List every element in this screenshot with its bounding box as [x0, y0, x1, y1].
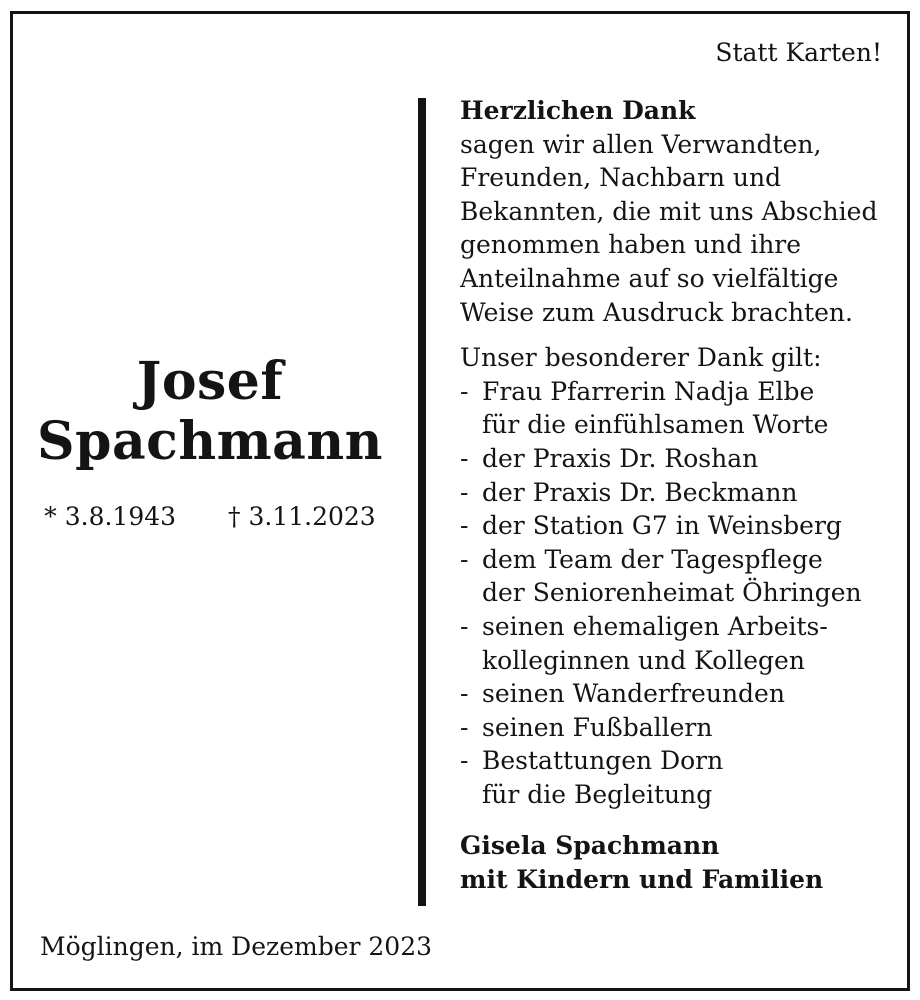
- list-item-text: der Praxis Dr. Roshan: [482, 443, 759, 473]
- list-item-continuation: kolleginnen und Kollegen: [482, 645, 805, 675]
- list-item-text: Bestattungen Dorn: [482, 746, 724, 776]
- list-dash: -: [460, 611, 469, 641]
- list-item-text: dem Team der Tagespflege: [482, 544, 823, 574]
- list-item: [460, 442, 905, 476]
- list-item: [460, 677, 905, 711]
- list-item-text: seinen Wanderfreunden: [482, 679, 785, 709]
- first-name: Josef: [136, 351, 284, 412]
- list-dash: -: [460, 746, 469, 776]
- list-dash: -: [460, 376, 469, 406]
- list-item: [460, 711, 905, 745]
- birth-date: * 3.8.1943: [44, 502, 177, 531]
- list-item-continuation: für die einfühlsamen Worte: [482, 410, 829, 440]
- list-item-text: Frau Pfarrerin Nadja Elbe: [482, 376, 815, 406]
- list-item-text: der Praxis Dr. Beckmann: [482, 477, 798, 507]
- death-date: † 3.11.2023: [228, 502, 376, 531]
- list-item: [460, 610, 905, 644]
- place-date: Möglingen, im Dezember 2023: [40, 932, 433, 961]
- header-note: Statt Karten!: [715, 38, 882, 67]
- life-dates: [0, 502, 420, 532]
- list-item: [460, 509, 905, 543]
- list-dash: -: [460, 712, 469, 742]
- thanks-line: genommen haben und ihre: [460, 230, 802, 260]
- thanks-line: Weise zum Ausdruck brachten.: [460, 297, 853, 327]
- signature-family: mit Kindern und Familien: [460, 865, 824, 895]
- list-item-text: seinen Fußballern: [482, 712, 713, 742]
- thanks-line: Bekannten, die mit uns Abschied: [460, 196, 878, 226]
- list-dash: -: [460, 544, 469, 574]
- list-item-text: der Station G7 in Weinsberg: [482, 511, 842, 541]
- special-thanks-list: [460, 375, 905, 812]
- list-item-continuation: für die Begleitung: [482, 779, 713, 809]
- list-item: [460, 476, 905, 510]
- list-dash: -: [460, 511, 469, 541]
- list-item: [460, 375, 905, 409]
- thanks-line: Anteilnahme auf so vielfältige: [460, 263, 839, 293]
- thanks-heading: Herzlichen Dank: [460, 96, 696, 125]
- list-item: [460, 543, 905, 577]
- thanks-block: [460, 94, 905, 897]
- list-dash: -: [460, 679, 469, 709]
- last-name: Spachmann: [37, 411, 383, 472]
- list-item-continuation: der Seniorenheimat Öhringen: [482, 578, 862, 608]
- special-thanks-intro: Unser besonderer Dank gilt:: [460, 343, 822, 373]
- list-item-text: seinen ehemaligen Arbeits-: [482, 611, 828, 641]
- list-dash: -: [460, 443, 469, 473]
- list-item: [460, 744, 905, 778]
- list-dash: -: [460, 477, 469, 507]
- thanks-line: Freunden, Nachbarn und: [460, 163, 782, 193]
- thanks-line: sagen wir allen Verwandten,: [460, 129, 822, 159]
- deceased-block: [0, 352, 420, 532]
- signature-name: Gisela Spachmann: [460, 831, 720, 861]
